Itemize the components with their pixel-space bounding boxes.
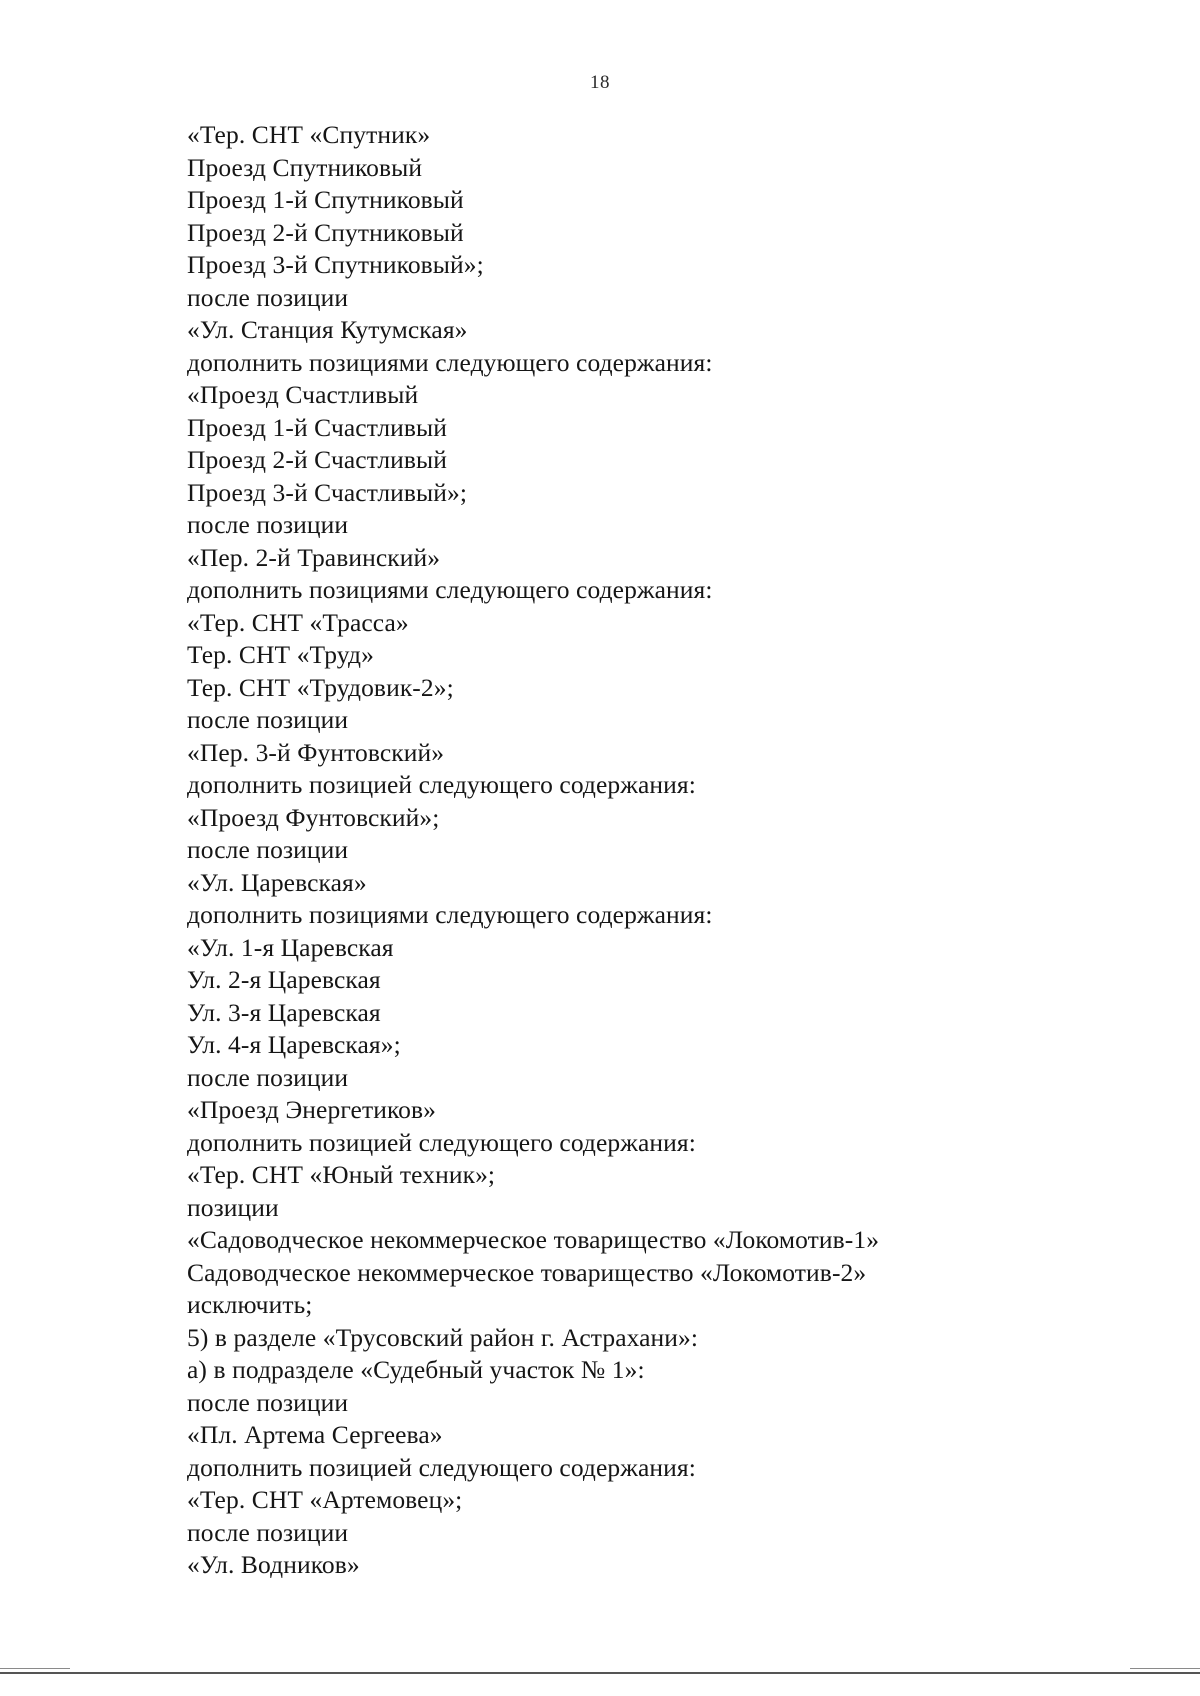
text-line: «Ул. 1-я Царевская	[187, 932, 394, 962]
text-line: после позиции	[187, 1517, 349, 1547]
text-line: Тер. СНТ «Трудовик-2»;	[187, 672, 454, 702]
text-line: Проезд 2-й Счастливый	[187, 445, 448, 474]
text-line: а) в подразделе «Судебный участок № 1»:	[187, 1355, 645, 1384]
text-line: «Ул. Станция Кутумская»	[187, 315, 468, 344]
text-line: «Тер. СНТ «Трасса»	[187, 607, 409, 637]
text-line: после позиции	[187, 1062, 349, 1092]
text-line: дополнить позициями следующего содержания:	[187, 900, 713, 929]
text-line: «Пер. 3-й Фунтовский»	[187, 737, 445, 767]
text-line: Садоводческое некоммерческое товарищество «Локомотив-2»	[187, 1257, 867, 1287]
text-line: Проезд 1-й Счастливый	[187, 412, 448, 442]
text-line: Проезд Спутниковый	[187, 152, 423, 182]
text-line: дополнить позицией следующего содержания:	[187, 1127, 696, 1157]
text-line: Ул. 3-я Царевская	[187, 997, 381, 1027]
text-line: позиции	[187, 1192, 279, 1222]
text-line: «Проезд Фунтовский»;	[187, 802, 440, 832]
text-line: Проезд 2-й Спутниковый	[187, 217, 464, 247]
text-line: после позиции	[187, 835, 349, 864]
text-line: после позиции	[187, 510, 349, 539]
text-line: Проезд 3-й Спутниковый»;	[187, 250, 484, 279]
scan-edge-mark	[0, 1668, 70, 1669]
text-line: дополнить позициями следующего содержания:	[187, 347, 713, 377]
text-line: «Тер. СНТ «Юный техник»;	[187, 1160, 496, 1189]
text-line: Тер. СНТ «Труд»	[187, 640, 374, 669]
text-line: «Тер. СНТ «Спутник»	[187, 120, 431, 149]
text-line: дополнить позицией следующего содержания:	[187, 770, 696, 799]
page-bottom-rule	[0, 1672, 1200, 1674]
text-line: после позиции	[187, 1387, 349, 1417]
text-line: Ул. 4-я Царевская»;	[187, 1030, 401, 1059]
text-line: «Пл. Артема Сергеева»	[187, 1420, 443, 1449]
text-line: «Ул. Водников»	[187, 1550, 360, 1579]
text-line: «Пер. 2-й Травинский»	[187, 542, 441, 572]
text-line: «Проезд Энергетиков»	[187, 1095, 436, 1124]
text-line: Проезд 3-й Счастливый»;	[187, 477, 468, 507]
text-line: после позиции	[187, 282, 349, 312]
text-line: дополнить позициями следующего содержания:	[187, 575, 713, 604]
text-line: «Тер. СНТ «Артемовец»;	[187, 1485, 463, 1514]
text-line: Ул. 2-я Царевская	[187, 965, 381, 994]
page-number: 18	[590, 72, 610, 93]
scan-edge-mark	[1130, 1668, 1200, 1669]
text-line: «Садоводческое некоммерческое товарищество «Локомотив-1»	[187, 1225, 880, 1254]
text-line: исключить;	[187, 1290, 313, 1319]
text-line: 5) в разделе «Трусовский район г. Астрахани»:	[187, 1322, 699, 1352]
text-line: «Проезд Счастливый	[187, 380, 419, 409]
document-body	[187, 119, 1047, 1582]
text-line: «Ул. Царевская»	[187, 867, 367, 897]
text-line: Проезд 1-й Спутниковый	[187, 185, 464, 214]
text-line: дополнить позицией следующего содержания:	[187, 1452, 696, 1482]
text-line: после позиции	[187, 705, 349, 734]
